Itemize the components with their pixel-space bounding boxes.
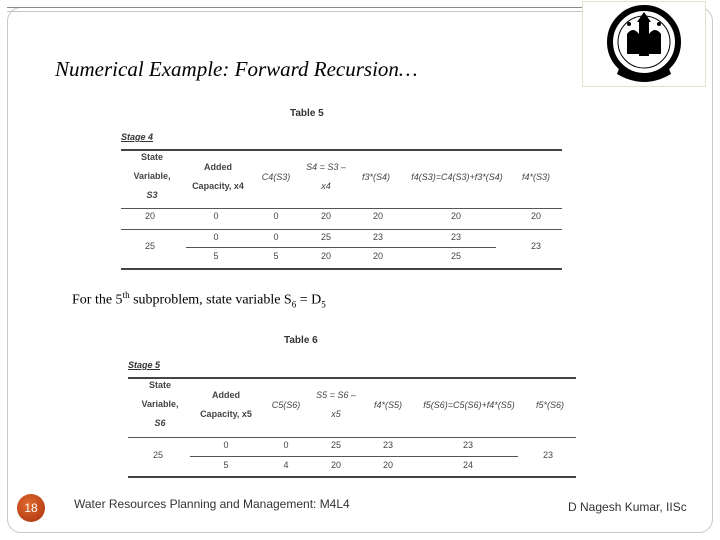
table5-header-state-2: Variable, bbox=[133, 171, 171, 181]
table6-header-added-2: Capacity, x5 bbox=[200, 409, 252, 419]
table6-top-rule bbox=[128, 377, 576, 379]
table5-header-rule bbox=[121, 208, 562, 209]
statement-eq: = D bbox=[296, 292, 322, 308]
table6-cell: 4 bbox=[283, 460, 289, 470]
table6-cell: 0 bbox=[283, 440, 289, 450]
table5-cell: 20 bbox=[144, 211, 155, 221]
table5-top-rule bbox=[121, 149, 562, 151]
table5-cell: 25 bbox=[144, 241, 155, 251]
table5-row-rule bbox=[121, 229, 562, 230]
table5-cell: 0 bbox=[213, 211, 219, 221]
table6-header-state-1: State bbox=[148, 380, 171, 390]
table5-cell: 5 bbox=[273, 251, 279, 261]
table6-header-added-1: Added bbox=[212, 390, 240, 400]
table6-bottom-rule bbox=[128, 476, 576, 478]
table5-header-state-3: S3 bbox=[146, 190, 158, 200]
table5-cell: 20 bbox=[530, 211, 541, 221]
table6-cell: 20 bbox=[330, 460, 341, 470]
institute-logo bbox=[582, 1, 706, 87]
table6-cell: 23 bbox=[462, 440, 473, 450]
table6-cell: 23 bbox=[382, 440, 393, 450]
table5-header-s4-1: S4 = S3 – bbox=[306, 162, 346, 172]
slide-number-badge: 18 bbox=[17, 494, 45, 522]
table6-header-state-2: Variable, bbox=[141, 399, 179, 409]
statement-middle: subproblem, state variable S bbox=[129, 292, 292, 308]
statement-sub-2: 5 bbox=[321, 299, 326, 310]
table6-cell: 24 bbox=[462, 460, 473, 470]
table5-header-added-1: Added bbox=[204, 162, 232, 172]
table5-cell: 20 bbox=[320, 211, 331, 221]
table5-header-added-2: Capacity, x4 bbox=[192, 181, 244, 191]
table6-caption: Table 6 bbox=[284, 335, 318, 346]
table5-bottom-rule bbox=[121, 268, 562, 270]
table5-header-cost: C4(S3) bbox=[261, 172, 291, 182]
table5-cell: 23 bbox=[530, 241, 541, 251]
table6-cell: 5 bbox=[223, 460, 229, 470]
table6-header-s5-1: S5 = S6 – bbox=[316, 390, 356, 400]
table6-header-f5star: f5*(S6) bbox=[535, 400, 564, 410]
statement-sup: th bbox=[122, 290, 130, 300]
table5-cell: 25 bbox=[320, 232, 331, 242]
header-rule-secondary bbox=[7, 11, 582, 12]
table5-cell: 20 bbox=[320, 251, 331, 261]
table5-cell: 20 bbox=[450, 211, 461, 221]
header-rule bbox=[7, 7, 582, 8]
table5-stage-label: Stage 4 bbox=[121, 132, 154, 142]
table5-cell: 0 bbox=[273, 232, 279, 242]
table6-cell: 25 bbox=[330, 440, 341, 450]
table5-cell: 20 bbox=[372, 211, 383, 221]
table6-inner-rule bbox=[190, 456, 518, 457]
table5-header-f4star: f4*(S3) bbox=[521, 172, 550, 182]
table5-header-f3: f3*(S4) bbox=[361, 172, 390, 182]
slide-title: Numerical Example: Forward Recursion… bbox=[55, 57, 418, 81]
table6-header-f4: f4*(S5) bbox=[373, 400, 402, 410]
table6-header-f5: f5(S6)=C5(S6)+f4*(S5) bbox=[423, 400, 515, 410]
table5-inner-rule bbox=[186, 247, 496, 248]
table5-cell: 0 bbox=[273, 211, 279, 221]
table5-cell: 23 bbox=[450, 232, 461, 242]
table5-cell: 23 bbox=[372, 232, 383, 242]
institute-seal-icon bbox=[599, 4, 689, 86]
table6-header-rule bbox=[128, 437, 576, 438]
table6-header-s5-2: x5 bbox=[331, 409, 341, 419]
table6-cell: 20 bbox=[382, 460, 393, 470]
statement-prefix: For the 5 bbox=[72, 292, 123, 308]
subproblem-statement bbox=[72, 290, 326, 309]
author-footer: D Nagesh Kumar, IISc bbox=[568, 500, 687, 514]
table5-cell: 0 bbox=[213, 232, 219, 242]
table6-header-cost: C5(S6) bbox=[271, 400, 301, 410]
table5-header-f4: f4(S3)=C4(S3)+f3*(S4) bbox=[411, 172, 503, 182]
table5-cell: 25 bbox=[450, 251, 461, 261]
table6-cell: 23 bbox=[542, 450, 553, 460]
table5-header-s4-2: x4 bbox=[321, 181, 331, 191]
statement-sub-1: 6 bbox=[291, 299, 297, 310]
table6-header-state-3: S6 bbox=[154, 418, 166, 428]
table6-stage-label: Stage 5 bbox=[128, 360, 161, 370]
table6-cell: 0 bbox=[223, 440, 229, 450]
table5-cell: 20 bbox=[372, 251, 383, 261]
table6-cell: 25 bbox=[152, 450, 163, 460]
table5-caption: Table 5 bbox=[290, 108, 324, 119]
course-footer: Water Resources Planning and Management: M4L4 bbox=[74, 497, 350, 511]
table5-cell: 5 bbox=[213, 251, 219, 261]
table5-header-state-1: State bbox=[140, 152, 163, 162]
